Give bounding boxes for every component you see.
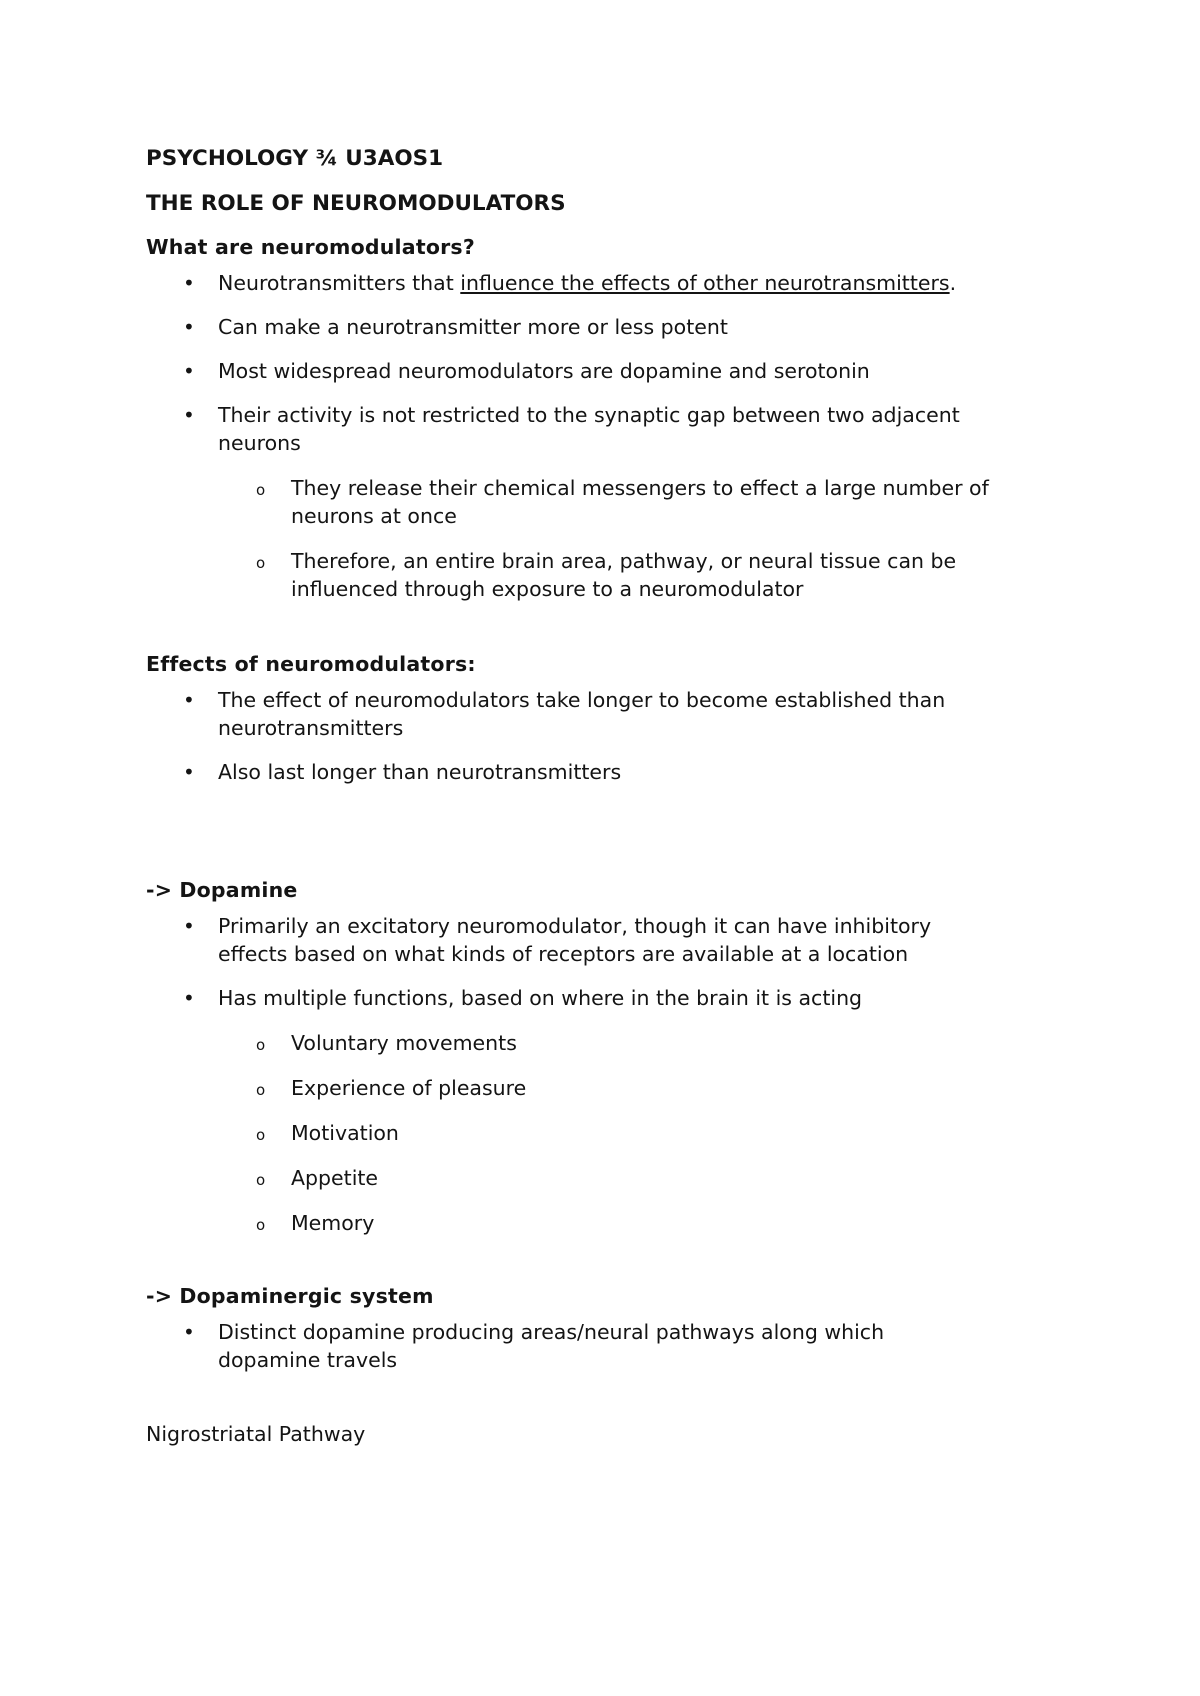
bullet-list-what (146, 269, 1086, 603)
list-item (146, 984, 1086, 1237)
bullet-marker: • (183, 760, 195, 784)
sub-list-item (146, 1209, 1086, 1237)
sub-list-functions (218, 1029, 1086, 1237)
underlined-text: influence the effects of other neurotransmitters (460, 271, 950, 295)
list-item (146, 357, 1086, 385)
pathway-label: Nigrostriatal Pathway (146, 1422, 366, 1446)
list-item (146, 758, 1086, 786)
sub-bullet-marker: o (256, 1036, 266, 1054)
sub-list-item-text: Voluntary movements (291, 1031, 517, 1055)
section-heading-dopamine: -> Dopamine (146, 878, 298, 902)
sub-list-item-text: Experience of pleasure (291, 1076, 527, 1100)
sub-bullet-marker: o (256, 1171, 266, 1189)
document-content (146, 145, 1086, 1448)
bullet-marker: • (183, 315, 195, 339)
list-item (146, 912, 988, 968)
sub-list-item (146, 474, 991, 530)
list-item-text: Distinct dopamine producing areas/neural pathways along which dopamine travels (218, 1320, 885, 1372)
section-heading-what: What are neuromodulators? (146, 235, 475, 259)
list-item-text: Primarily an excitatory neuromodulator, though it can have inhibitory effects based on what kinds of receptors are available at a location (218, 914, 932, 966)
bullet-list-dopamine (146, 912, 1086, 1237)
sub-bullet-marker: o (256, 481, 266, 499)
sub-list-item-text: They release their chemical messengers to effect a large number of neurons at once (291, 476, 989, 528)
list-item-text: Can make a neurotransmitter more or less potent (218, 315, 728, 339)
sub-bullet-marker: o (256, 1216, 266, 1234)
list-item-text: Their activity is not restricted to the synaptic gap between two adjacent neurons (218, 403, 960, 455)
sub-list-item-text: Motivation (291, 1121, 399, 1145)
sub-list-item (146, 1164, 1086, 1192)
list-item (146, 686, 988, 742)
list-item (146, 401, 988, 603)
sub-bullet-marker: o (256, 554, 266, 572)
bullet-list-system (146, 1318, 1086, 1374)
list-item (146, 313, 1086, 341)
bullet-marker: • (183, 271, 195, 295)
list-item-text: Has multiple functions, based on where in the brain it is acting (218, 986, 863, 1010)
section-heading-system: -> Dopaminergic system (146, 1284, 434, 1308)
sub-bullet-marker: o (256, 1126, 266, 1144)
sub-list-item-text: Therefore, an entire brain area, pathway, or neural tissue can be influenced through exposure to a neuromodulator (291, 549, 957, 601)
sub-list-item (146, 1119, 1086, 1147)
bullet-marker: • (183, 914, 195, 938)
list-item-text: . (949, 271, 957, 295)
section-heading-effects: Effects of neuromodulators: (146, 652, 476, 676)
document-subtitle: THE ROLE OF NEUROMODULATORS (146, 191, 566, 216)
bullet-list-effects (146, 686, 1086, 786)
list-item-text: Also last longer than neurotransmitters (218, 760, 622, 784)
sub-list-item (146, 1029, 1086, 1057)
bullet-marker: • (183, 688, 195, 712)
sub-list-item (146, 1074, 1086, 1102)
bullet-marker: • (183, 1320, 195, 1344)
bullet-marker: • (183, 403, 195, 427)
bullet-marker: • (183, 359, 195, 383)
sub-list (218, 474, 988, 603)
document-title: PSYCHOLOGY ¾ U3AOS1 (146, 146, 444, 171)
list-item-text: Most widespread neuromodulators are dopamine and serotonin (218, 359, 870, 383)
list-item-text: The effect of neuromodulators take longer to become established than neurotransmitters (218, 688, 946, 740)
list-item (146, 269, 1086, 297)
list-item (146, 1318, 988, 1374)
sub-list-item-text: Appetite (291, 1166, 379, 1190)
bullet-marker: • (183, 986, 195, 1010)
sub-list-item (146, 547, 991, 603)
sub-list-item-text: Memory (291, 1211, 375, 1235)
sub-bullet-marker: o (256, 1081, 266, 1099)
list-item-text: Neurotransmitters that (218, 271, 461, 295)
